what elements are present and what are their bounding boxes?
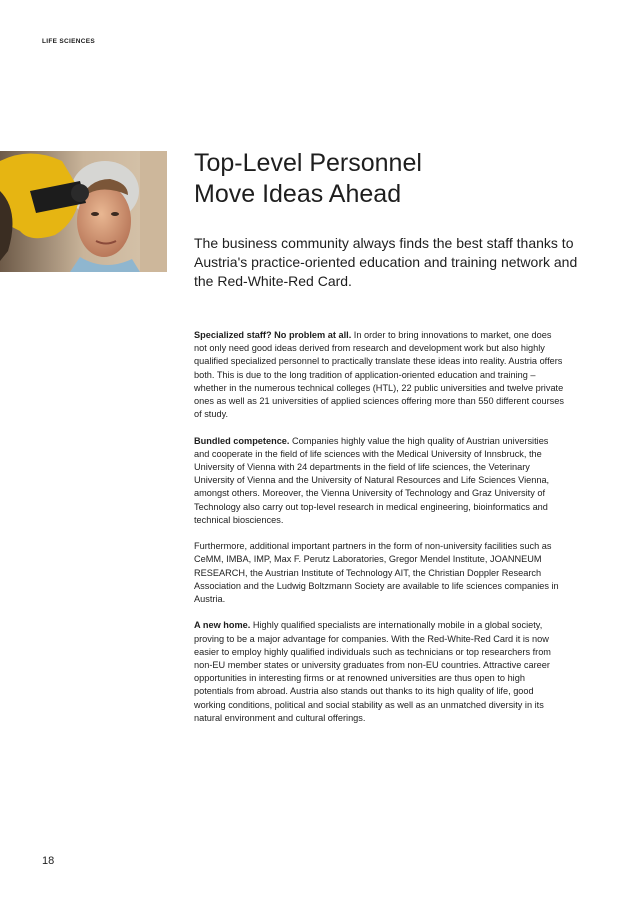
paragraph-bundled-competence	[194, 435, 566, 527]
paragraph-heading: Bundled competence.	[194, 435, 290, 446]
article-body	[194, 329, 566, 738]
paragraph-text: Furthermore, additional important partners in the form of non-university facilities such as CeMM, IMBA, IMP, Max F. Perutz Laboratories, Gregor Mendel Institute, JOANNEUM RESEARCH, the Austrian Institute of Technology AIT, the Christian Doppler Research Association and the Ludwig Boltzmann Society are available to life sciences companies in Austria.	[194, 541, 559, 605]
paragraph-specialized-staff	[194, 329, 566, 421]
paragraph-text: Companies highly value the high quality of Austrian universities and cooperate in the field of life sciences with the Medical University of Innsbruck, the University of Vienna with 24 departments in the field of life sciences, the Veterinary University of Vienna and the University of Natural Resources and Life Sciences Vienna, amongst others. Moreover, the Vienna University of Technology and Graz University of Technology also carry out top-level research in medical engineering, bioinformatics and technical biosciences.	[194, 435, 550, 525]
article-title	[194, 148, 594, 210]
researcher-photo	[0, 151, 167, 272]
lead-paragraph: The business community always finds the best staff thanks to Austria's practice-oriented education and training network and the Red-White-Red Card.	[194, 235, 578, 289]
paragraph-heading: Specialized staff? No problem at all.	[194, 330, 352, 340]
paragraph-new-home	[194, 619, 566, 725]
page-number: 18	[42, 855, 55, 867]
paragraph-heading: A new home.	[194, 620, 251, 631]
paragraph-text: Highly qualified specialists are internationally mobile in a global society, proving to be a major advantage for companies. With the Red-White-Red Card it is now easier to employ highly qualified individuals such as technicians or top researchers from non-EU member states or university graduates from non-EU countries. Attractive career opportunities in interesting firms or at renowned universities are thus open to high potentials from abroad. Austria also stands out thanks to its high quality of life, good working conditions, political and social stability as well as an unmatched diversity in its natural environment and cultural offerings.	[194, 620, 551, 723]
paragraph-partners	[194, 540, 566, 606]
paragraph-text: In order to bring innovations to market, one does not only need good ideas derived from research and development work but also highly qualified specialized personnel to practically translate these ideas into reality. Austria offers both. This is due to the long tradition of application-oriented education and training – whether in the numerous technical colleges (HTL), 22 public universities and twelve private ones as well as 21 universities of applied sciences offering more than 550 different courses of study.	[194, 330, 564, 420]
title-line-1: Top-Level Personnel	[194, 149, 422, 177]
section-label: LIFE SCIENCES	[42, 38, 96, 45]
title-line-2: Move Ideas Ahead	[194, 180, 402, 208]
